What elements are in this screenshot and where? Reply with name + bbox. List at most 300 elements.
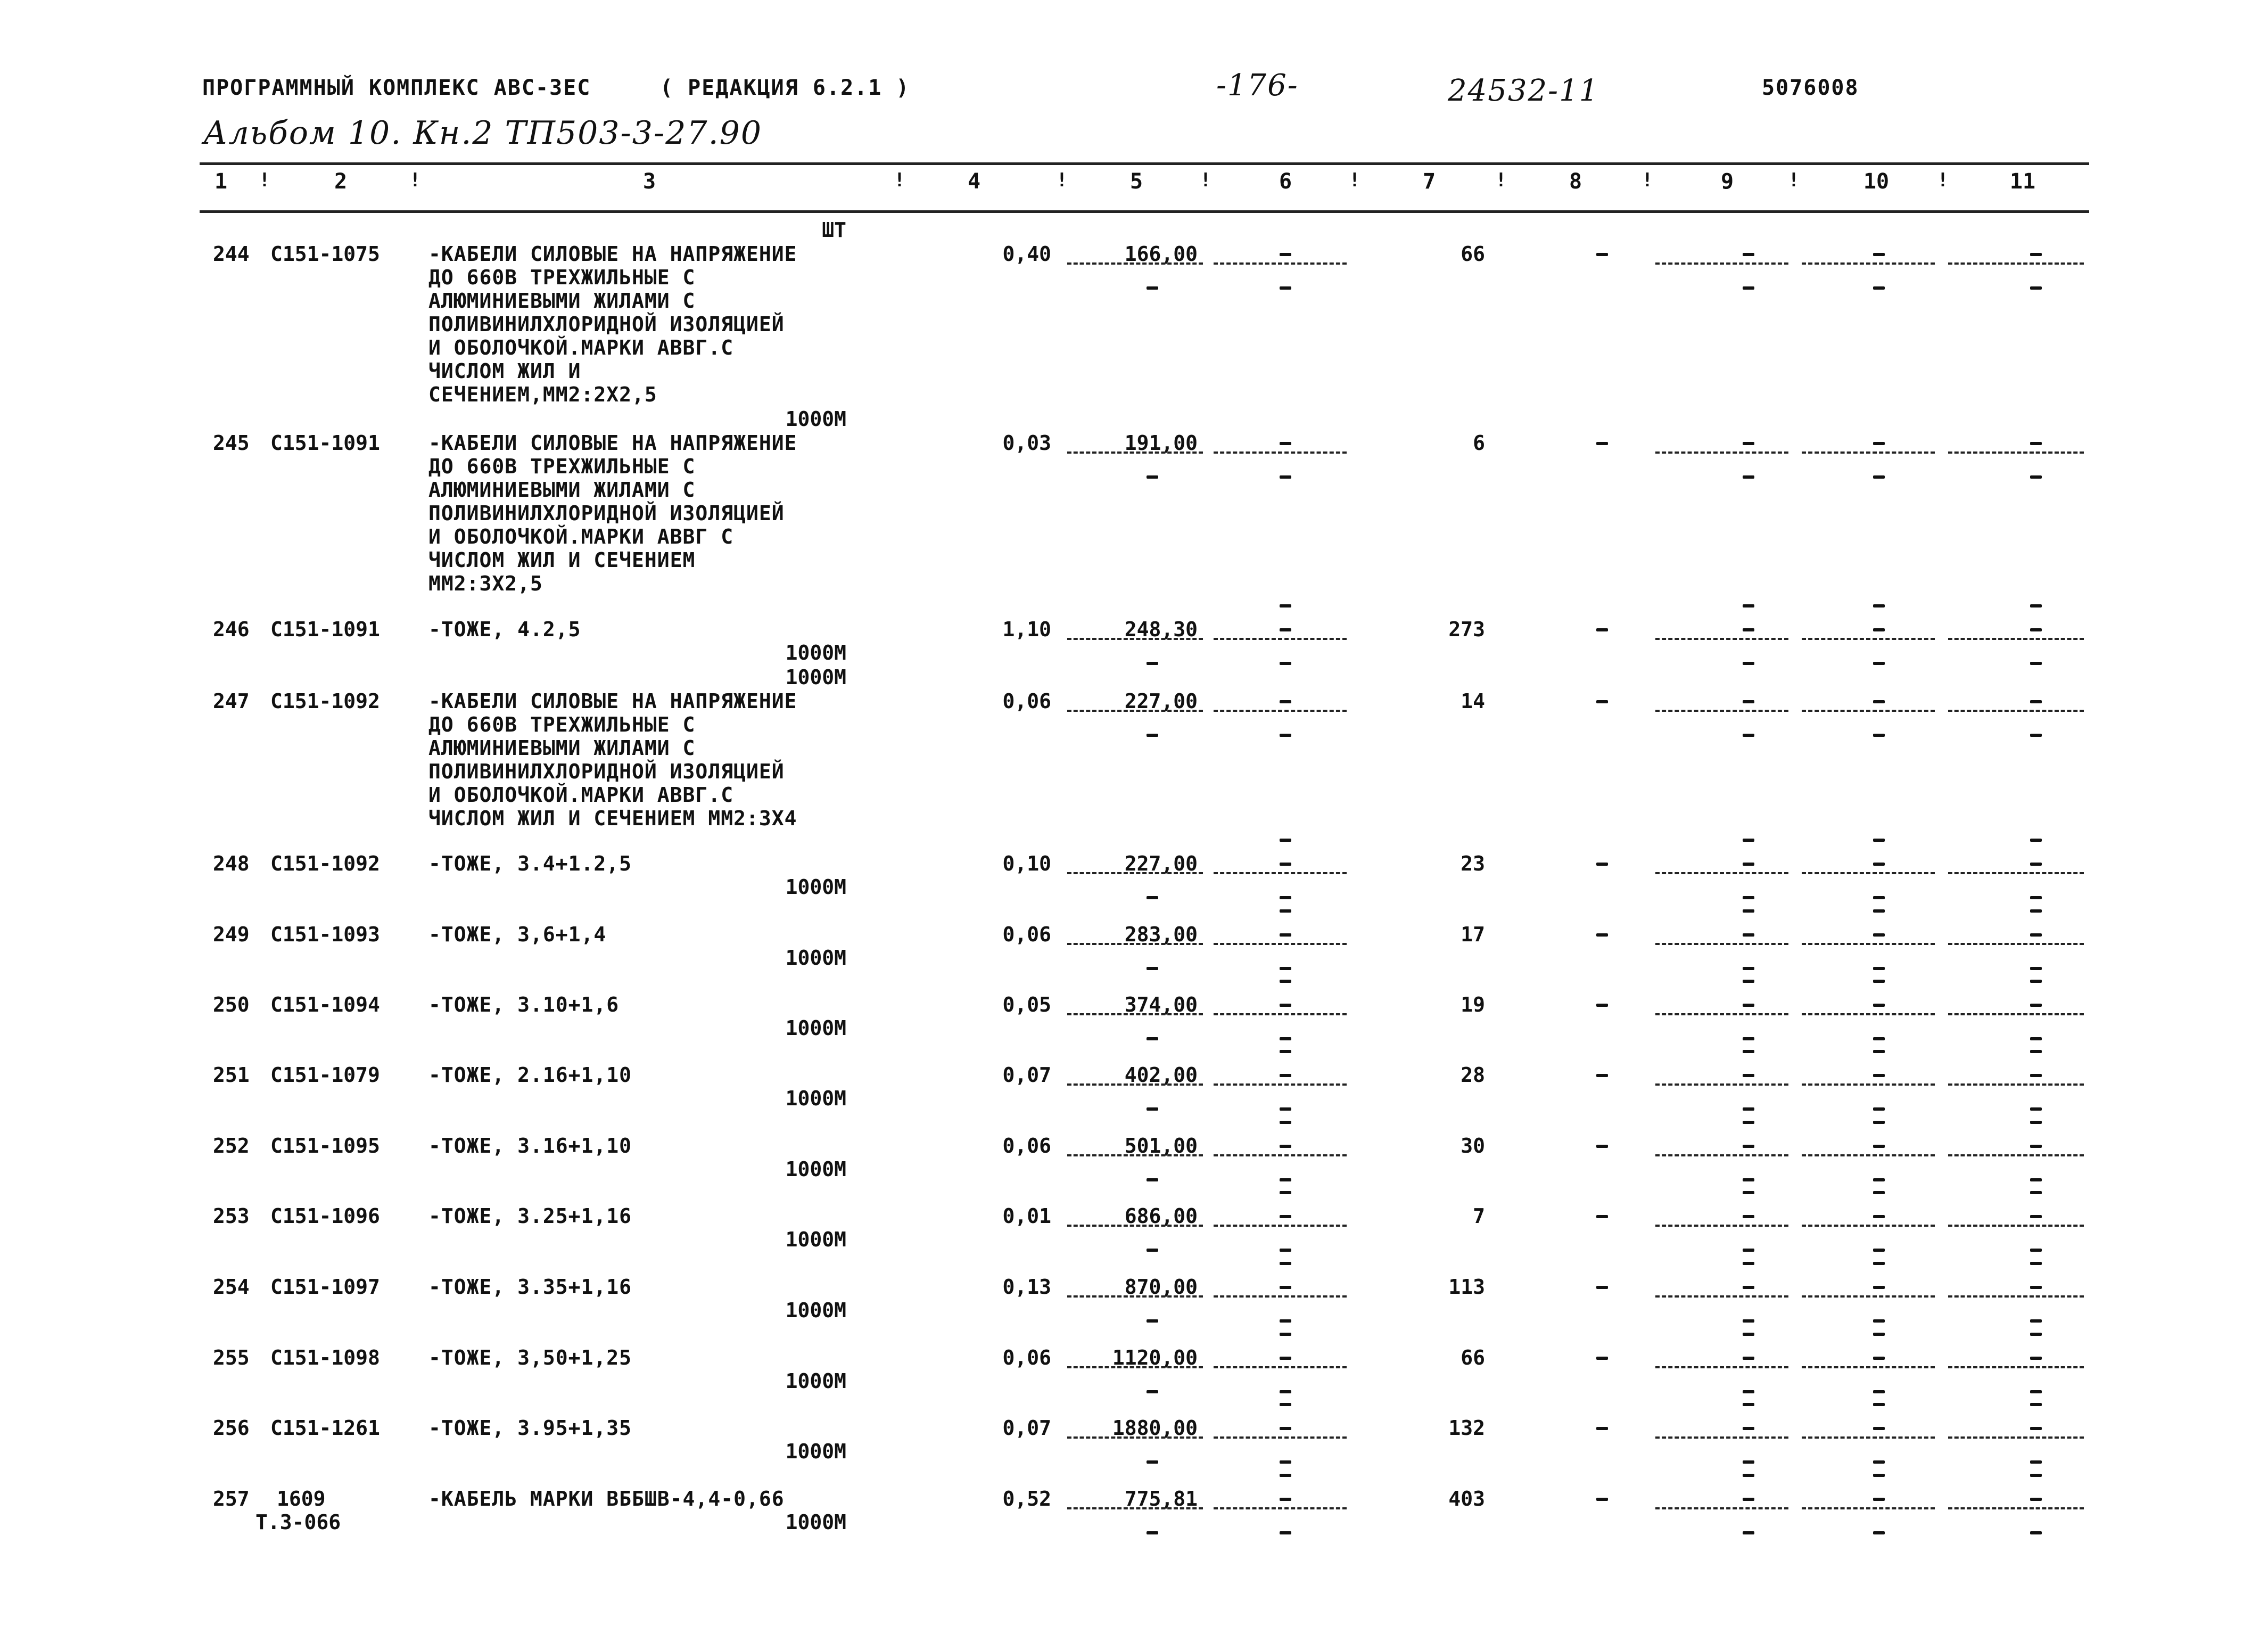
row-description-line: -ТОЖЕ, 3,6+1,4 [428,923,607,946]
underline [1067,451,1203,454]
dash-mark [1596,1286,1608,1289]
row-number: 251 [213,1063,250,1087]
row-description-line: ПОЛИВИНИЛХЛОРИДНОЙ ИЗОЛЯЦИЕЙ [428,313,785,336]
dash-mark [1743,980,1754,983]
dash-mark [1743,896,1754,899]
doc-code: 5076008 [1762,76,1859,100]
dash-mark [2030,863,2042,866]
dash-mark [1280,604,1291,607]
dash-mark [1873,604,1885,607]
dash-mark [1743,933,1754,937]
dash-mark [1280,1531,1291,1534]
row-number: 253 [213,1204,250,1228]
column-header: 2 [334,169,348,194]
underline [1948,710,2084,712]
dash-mark [1280,734,1291,737]
dash-mark [1596,1004,1608,1007]
dash-mark [1873,628,1885,631]
dash-mark [1743,1074,1754,1077]
dash-mark [1873,1286,1885,1289]
row-total: 7 [1473,1204,1485,1228]
dash-mark [1743,909,1754,913]
row-total: 113 [1448,1275,1485,1299]
row-code: С151-1094 [270,993,380,1016]
doc-number: 24532-11 [1448,73,1599,108]
column-header: 11 [2009,169,2036,194]
row-code: С151-1096 [270,1204,380,1228]
underline [1802,943,1935,945]
dash-mark [1873,442,1885,445]
underline [1948,872,2084,874]
row-number: 246 [213,618,250,641]
dash-mark [2030,896,2042,899]
dash-mark [2030,1319,2042,1323]
row-description-line: -КАБЕЛИ СИЛОВЫЕ НА НАПРЯЖЕНИЕ [428,689,797,713]
row-price: 283,00 [1124,923,1198,946]
dash-mark [2030,933,2042,937]
underline [1948,262,2084,265]
dash-mark [1873,1474,1885,1477]
dash-mark [2030,1249,2042,1252]
dash-mark [1743,1215,1754,1218]
dash-mark [1873,1121,1885,1124]
row-code: С151-1091 [270,431,380,455]
row-total: 28 [1461,1063,1485,1087]
underline [1948,1436,2084,1439]
dash-mark [1147,662,1158,665]
dash-mark [1147,1037,1158,1040]
row-number: 248 [213,852,250,875]
dash-mark [1873,863,1885,866]
row-price: 248,30 [1124,618,1198,641]
dash-mark [1280,863,1291,866]
row-unit: 1000М [785,641,846,664]
underline [1655,710,1788,712]
row-number: 257 [213,1487,250,1510]
row-unit: 1000М [785,1510,846,1534]
dash-mark [1873,1498,1885,1501]
column-header: 4 [967,169,981,194]
row-number: 254 [213,1275,250,1299]
underline [1067,1436,1203,1439]
dash-mark [2030,1357,2042,1360]
row-quantity: 0,06 [1002,1346,1051,1369]
dash-mark [1147,1107,1158,1111]
row-total: 17 [1461,923,1485,946]
dash-mark [1280,1249,1291,1252]
dash-mark [1873,1004,1885,1007]
dash-mark [1280,1474,1291,1477]
row-description-line: АЛЮМИНИЕВЫМИ ЖИЛАМИ С [428,289,696,313]
dash-mark [1873,1262,1885,1265]
row-price: 501,00 [1124,1134,1198,1157]
dash-mark [2030,1474,2042,1477]
row-code: С151-1079 [270,1063,380,1087]
dash-mark [1280,628,1291,631]
row-unit: 1000М [785,875,846,899]
underline [1214,1154,1347,1156]
dash-mark [1280,1178,1291,1181]
dash-mark [1280,1215,1291,1218]
dash-mark [1280,1004,1291,1007]
dash-mark [1743,1460,1754,1464]
dash-mark [1147,734,1158,737]
dash-mark [1743,734,1754,737]
column-separator: ! [1495,169,1507,191]
dash-mark [1280,1460,1291,1464]
row-quantity: 0,03 [1002,431,1051,455]
dash-mark [1873,1050,1885,1053]
column-separator: ! [1056,169,1068,191]
dash-mark [1743,1474,1754,1477]
row-number: 250 [213,993,250,1016]
dash-mark [1147,967,1158,970]
underline [1802,1225,1935,1227]
row-price: 227,00 [1124,689,1198,713]
dash-mark [1596,628,1608,631]
dash-mark [2030,286,2042,290]
underline [1214,262,1347,265]
row-unit: 1000М [785,1087,846,1110]
dash-mark [1743,1121,1754,1124]
row-total: 6 [1473,431,1485,455]
edition-label: ( РЕДАКЦИЯ 6.2.1 ) [660,76,910,100]
dash-mark [1873,734,1885,737]
dash-mark [1147,1460,1158,1464]
row-description-line: -ТОЖЕ, 3.16+1,10 [428,1134,632,1157]
dash-mark [1280,909,1291,913]
row-description-line: И ОБОЛОЧКОЙ.МАРКИ АВВГ.С [428,336,734,359]
underline [1067,262,1203,265]
dash-mark [1280,1333,1291,1336]
dash-mark [1743,1037,1754,1040]
dash-mark [2030,700,2042,703]
dash-mark [1596,933,1608,937]
row-price: 166,00 [1124,242,1198,266]
underline [1948,638,2084,640]
dash-mark [1280,700,1291,703]
dash-mark [2030,253,2042,256]
dash-mark [1743,628,1754,631]
dash-mark [1873,1215,1885,1218]
underline [1948,1225,2084,1227]
dash-mark [1743,1191,1754,1194]
row-price: 1880,00 [1112,1416,1198,1440]
row-unit: 1000М [785,1440,846,1463]
dash-mark [1743,863,1754,866]
row-price: 191,00 [1124,431,1198,455]
row-description-line: ДО 660В ТРЕХЖИЛЬНЫЕ С [428,713,696,736]
row-price: 402,00 [1124,1063,1198,1087]
dash-mark [1873,839,1885,842]
underline [1067,1507,1203,1509]
dash-mark [1743,662,1754,665]
underline [1948,1154,2084,1156]
dash-mark [1873,896,1885,899]
underline [1214,710,1347,712]
dash-mark [1873,1390,1885,1393]
underline [1948,943,2084,945]
row-unit: ШТ [822,218,846,242]
dash-mark [2030,1286,2042,1289]
underline [1802,1366,1935,1368]
underline [1948,1295,2084,1298]
dash-mark [1596,253,1608,256]
row-code: С151-1092 [270,689,380,713]
dash-mark [2030,1460,2042,1464]
underline [1067,1083,1203,1086]
underline [1067,1225,1203,1227]
underline [1802,1295,1935,1298]
underline [1067,1295,1203,1298]
underline [1948,451,2084,454]
row-description-line: И ОБОЛОЧКОЙ.МАРКИ АВВГ.С [428,783,734,807]
underline [1214,451,1347,454]
dash-mark [1873,1249,1885,1252]
row-price: 775,81 [1124,1487,1198,1510]
dash-mark [1873,1427,1885,1430]
dash-mark [1596,1074,1608,1077]
underline [1214,872,1347,874]
row-code: С151-1097 [270,1275,380,1299]
dash-mark [1743,475,1754,479]
row-description-line: -КАБЕЛЬ МАРКИ ВББШВ-4,4-0,66 [428,1487,785,1510]
row-price: 227,00 [1124,852,1198,875]
underline [1948,1083,2084,1086]
row-description-line: -ТОЖЕ, 3.25+1,16 [428,1204,632,1228]
underline [1802,1013,1935,1015]
dash-mark [1280,1427,1291,1430]
dash-mark [1873,933,1885,937]
underline [1067,710,1203,712]
row-price: 686,00 [1124,1204,1198,1228]
album-reference: Альбом 10. Кн.2 ТП503-3-27.90 [203,114,762,152]
dash-mark [1280,1319,1291,1323]
dash-mark [1743,604,1754,607]
dash-mark [1873,286,1885,290]
dash-mark [2030,1427,2042,1430]
underline [1655,451,1788,454]
dash-mark [1873,1191,1885,1194]
dash-mark [1280,1357,1291,1360]
underline [1655,1013,1788,1015]
row-total: 132 [1448,1416,1485,1440]
underline [1214,1013,1347,1015]
dash-mark [2030,1215,2042,1218]
underline [1655,943,1788,945]
row-description-line: ДО 660В ТРЕХЖИЛЬНЫЕ С [428,455,696,478]
dash-mark [1147,475,1158,479]
row-unit: 1000М [785,407,846,431]
column-header: 3 [642,169,656,194]
row-total: 14 [1461,689,1485,713]
row-unit: 1000М [785,666,846,689]
underline [1802,262,1935,265]
dash-mark [2030,1191,2042,1194]
row-description-line: ДО 660В ТРЕХЖИЛЬНЫЕ С [428,266,696,289]
dash-mark [2030,1121,2042,1124]
row-price: 870,00 [1124,1275,1198,1299]
row-total: 273 [1448,618,1485,641]
dash-mark [2030,1333,2042,1336]
row-quantity: 0,05 [1002,993,1051,1016]
dash-mark [1280,1403,1291,1406]
dash-mark [1873,1319,1885,1323]
dash-mark [1873,662,1885,665]
dash-mark [1280,967,1291,970]
dash-mark [2030,1074,2042,1077]
underline [1067,1013,1203,1015]
dash-mark [1743,1178,1754,1181]
dash-mark [1147,1249,1158,1252]
dash-mark [1743,1319,1754,1323]
dash-mark [1596,863,1608,866]
column-header: 5 [1129,169,1143,194]
row-unit: 1000М [785,1016,846,1040]
row-quantity: 0,10 [1002,852,1051,875]
column-separator: ! [1200,169,1211,191]
dash-mark [1596,1357,1608,1360]
dash-mark [2030,1403,2042,1406]
underline [1655,1366,1788,1368]
dash-mark [1743,1333,1754,1336]
underline [1067,1366,1203,1368]
row-description-line: И ОБОЛОЧКОЙ.МАРКИ АВВГ С [428,525,734,548]
underline [1655,638,1788,640]
dash-mark [1596,1215,1608,1218]
dash-mark [1743,1357,1754,1360]
row-unit: 1000М [785,1369,846,1393]
dash-mark [2030,1498,2042,1501]
page-number: -176- [1216,68,1299,103]
dash-mark [1280,980,1291,983]
row-price: 374,00 [1124,993,1198,1016]
dash-mark [2030,1004,2042,1007]
row-code: 1609 [277,1487,326,1510]
row-code: С151-1092 [270,852,380,875]
underline [1802,872,1935,874]
dash-mark [1280,1262,1291,1265]
underline [1655,1295,1788,1298]
row-description-line: -ТОЖЕ, 3.95+1,35 [428,1416,632,1440]
dash-mark [1280,1050,1291,1053]
row-code: С151-1261 [270,1416,380,1440]
row-total: 19 [1461,993,1485,1016]
dash-mark [1873,700,1885,703]
dash-mark [1743,967,1754,970]
dash-mark [1596,1427,1608,1430]
underline [1802,638,1935,640]
dash-mark [1743,1286,1754,1289]
dash-mark [1743,839,1754,842]
dash-mark [1280,1107,1291,1111]
dash-mark [1873,967,1885,970]
dash-mark [2030,1145,2042,1148]
row-description-line: -ТОЖЕ, 3.35+1,16 [428,1275,632,1299]
underline [1802,451,1935,454]
row-number: 249 [213,923,250,946]
column-separator: ! [259,169,270,191]
row-code: С151-1093 [270,923,380,946]
underline [1655,872,1788,874]
dash-mark [2030,1262,2042,1265]
row-unit: 1000М [785,946,846,970]
dash-mark [1873,1403,1885,1406]
dash-mark [2030,967,2042,970]
dash-mark [1147,1319,1158,1323]
dash-mark [1873,1107,1885,1111]
row-description-line: -КАБЕЛИ СИЛОВЫЕ НА НАПРЯЖЕНИЕ [428,242,797,266]
dash-mark [2030,1037,2042,1040]
dash-mark [2030,1107,2042,1111]
row-total: 66 [1461,242,1485,266]
dash-mark [1280,1498,1291,1501]
row-description-line: АЛЮМИНИЕВЫМИ ЖИЛАМИ С [428,478,696,502]
column-header: 8 [1569,169,1582,194]
dash-mark [2030,475,2042,479]
dash-mark [2030,909,2042,913]
dash-mark [1596,1145,1608,1148]
dash-mark [1873,909,1885,913]
column-separator: ! [894,169,905,191]
dash-mark [1147,1531,1158,1534]
underline [1948,1366,2084,1368]
dash-mark [1743,1531,1754,1534]
row-description-line: -ТОЖЕ, 2.16+1,10 [428,1063,632,1087]
dash-mark [1743,1403,1754,1406]
dash-mark [2030,628,2042,631]
column-header: 9 [1720,169,1734,194]
row-quantity: 0,07 [1002,1063,1051,1087]
dash-mark [1743,253,1754,256]
dash-mark [1743,1498,1754,1501]
dash-mark [1280,475,1291,479]
row-description-line: СЕЧЕНИЕМ,ММ2:2Х2,5 [428,383,657,406]
dash-mark [1743,442,1754,445]
dash-mark [1873,1037,1885,1040]
row-quantity: 0,01 [1002,1204,1051,1228]
dash-mark [1873,1333,1885,1336]
dash-mark [1873,980,1885,983]
dash-mark [2030,980,2042,983]
dash-mark [1280,662,1291,665]
dash-mark [1147,286,1158,290]
row-description-line: -ТОЖЕ, 3.10+1,6 [428,993,620,1016]
row-unit: 1000М [785,1299,846,1322]
row-number: 244 [213,242,250,266]
dash-mark [1873,1178,1885,1181]
underline [1948,1507,2084,1509]
underline [1802,1083,1935,1086]
underline [1067,943,1203,945]
dash-mark [1280,1121,1291,1124]
underline [1802,1507,1935,1509]
row-total: 66 [1461,1346,1485,1369]
underline [1802,1436,1935,1439]
row-quantity: 0,06 [1002,689,1051,713]
underline [1948,1013,2084,1015]
row-number: 252 [213,1134,250,1157]
column-header: 10 [1863,169,1890,194]
dash-mark [2030,1178,2042,1181]
underline [1655,1507,1788,1509]
dash-mark [1743,1262,1754,1265]
column-separator: ! [1349,169,1360,191]
dash-mark [1596,1498,1608,1501]
dash-mark [2030,734,2042,737]
dash-mark [2030,1390,2042,1393]
row-quantity: 0,13 [1002,1275,1051,1299]
